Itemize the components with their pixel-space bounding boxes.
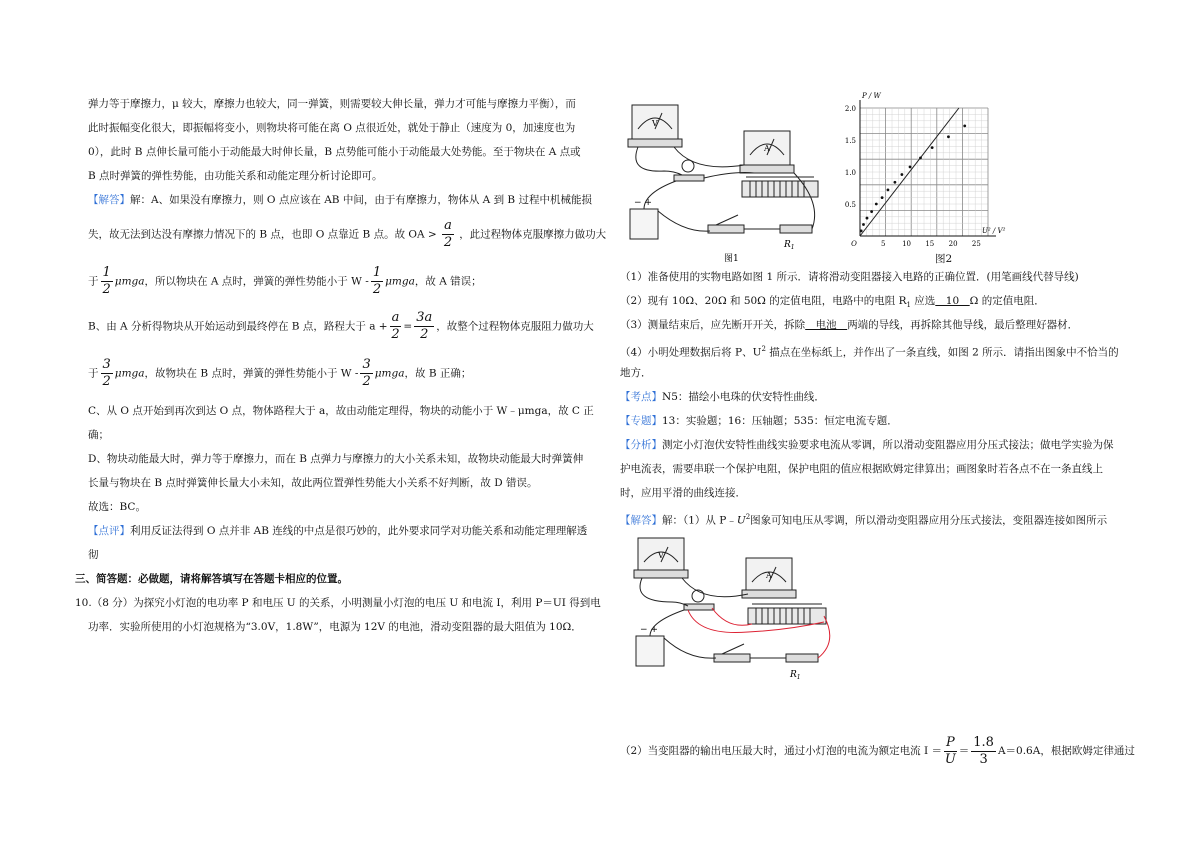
x-tick-label: 15 <box>925 240 935 248</box>
fraction: $\frac{1}{2}$ <box>372 265 382 297</box>
text-line: 弹力等于摩擦力，μ 较大，摩擦力也较大，同一弹簧，则需要较大伸长量，弹力才可能与摩擦力平衡），而 <box>88 98 576 110</box>
x-tick-label: 5 <box>881 240 886 248</box>
answer-blank: 10 <box>935 295 970 307</box>
svg-text:A: A <box>764 144 770 153</box>
fraction: $\frac{P}{U}$ <box>944 734 956 767</box>
answer-circuit-figure <box>628 532 838 682</box>
text-line: 此时振幅变化很大，即振幅将变小，则物块将可能在离 O 点很近处，就处于静止（速度为 0，加速度也为 <box>88 122 576 134</box>
data-point <box>862 223 865 226</box>
data-point <box>875 203 878 206</box>
data-point <box>931 146 934 149</box>
y-tick-label: 0.5 <box>844 201 856 209</box>
svg-text:V: V <box>658 551 664 560</box>
figure-caption: 图1 <box>724 254 739 263</box>
fraction: $\frac{a}{2}$ <box>443 218 453 250</box>
chart-grid <box>860 108 988 236</box>
question-line: （2）现有 10Ω、20Ω 和 50Ω 的定值电阻，电路中的电阻 $R_1$ 应选 10 Ω 的定值电阻． <box>620 295 1045 310</box>
text-line: 确； <box>88 429 109 441</box>
question-line: 功率．实验所使用的小灯泡规格为“3.0V，1.8W”，电源为 12V 的电池，滑动变阻器的最大阻值为 10Ω． <box>88 621 582 633</box>
data-point <box>881 196 884 199</box>
data-point <box>860 229 863 232</box>
data-point <box>909 165 912 168</box>
fraction: $\frac{a}{2}$ <box>391 310 400 342</box>
text-line: 于 $\frac{1}{2}$ μmga，所以物块在 A 点时，弹簧的弹性势能小于 W - $\frac{1}{2}$ μmga，故 A 错误； <box>88 265 482 297</box>
question-line: （1）准备使用的实物电路如图 1 所示．请将滑动变阻器接入电路的正确位置．(用笔画线代替导线) <box>620 271 1079 283</box>
question-line: （3）测量结束后，应先断开开关，拆除 电池 两端的导线，再拆除其他导线，最后整理好器材． <box>620 319 1079 331</box>
fraction: $\frac{1}{2}$ <box>102 265 111 297</box>
data-point <box>894 181 897 184</box>
data-point <box>963 125 966 128</box>
svg-text:− +: − + <box>640 625 658 635</box>
zhuanti-line: 【专题】13：实验题；16：压轴题；535：恒定电流专题． <box>620 415 898 427</box>
data-point <box>866 217 869 220</box>
svg-text:− +: − + <box>634 198 652 208</box>
question-line: （4）小明处理数据后将 P、$U^2$ 描点在坐标纸上，并作出了一条直线，如图 2 所示．请指出图象中不恰当的 <box>620 345 1119 359</box>
question-line: 地方． <box>620 367 652 379</box>
fraction: $\frac{1.8}{3}$ <box>973 734 994 767</box>
text-line: 彻 <box>88 549 99 561</box>
text-line: B、由 A 分析得物块从开始运动到最终停在 B 点，路程大于 a + $\frac{a}{2}$ = $\frac{3a}{2}$ ，故整个过程物体克服阻力做功大 <box>88 310 594 342</box>
svg-text:A: A <box>766 571 772 580</box>
resistor-label: $R_1$ <box>784 240 795 251</box>
text-line: 长量与物块在 B 点时弹簧伸长量大小未知，故此两位置弹性势能大小关系不好判断，故 D 错误。 <box>88 477 538 489</box>
text-line: 时，应用平滑的曲线连接． <box>620 487 746 499</box>
resistor-label: $R_1$ <box>790 670 801 681</box>
x-tick-label: 20 <box>948 240 958 248</box>
svg-text:V: V <box>652 119 658 128</box>
data-point <box>870 210 873 213</box>
text-line: D、物块动能最大时，弹力等于摩擦力，而在 B 点弹力与摩擦力的大小关系未知，故物块动能最大时弹簧伸 <box>88 453 584 465</box>
text-line: C、从 O 点开始到再次到达 O 点，物体路程大于 a，故由动能定理得，物块的动能小于 W﹣μmga，故 C 正 <box>88 405 594 417</box>
comment-tag: 【点评】 <box>88 525 130 537</box>
text-line: 0），此时 B 点伸长量可能小于动能最大时伸长量，B 点势能可能小于动能最大处势能。至于物块在 A 点或 <box>88 146 581 158</box>
x-axis-label: U² / V² <box>982 227 1006 235</box>
fraction: $\frac{3}{2}$ <box>362 357 371 389</box>
answer-blank: 电池 <box>805 319 848 331</box>
data-point <box>919 157 922 160</box>
data-point <box>887 189 890 192</box>
y-tick-label: 1.0 <box>844 169 856 177</box>
data-point <box>947 135 950 138</box>
fraction: $\frac{3a}{2}$ <box>416 310 433 342</box>
answer-line: （2）当变阻器的输出电压最大时，通过小灯泡的电流为额定电流 I ＝ $\frac{P}{U}$ ＝ $\frac{1.8}{3}$ A＝0.6A，根据欧姆定律通过 <box>620 734 1135 767</box>
answer-line: 【解答】解：（1）从 $P﹣U^2$图象可知电压从零调，所以滑动变阻器应用分压式接法，变阻器连接如图所示 <box>620 513 1108 527</box>
comment-line: 【点评】利用反证法得到 O 点并非 AB 连线的中点是很巧妙的，此外要求同学对功能关系和动能定理理解透 <box>88 525 588 537</box>
y-axis-label: P / W <box>862 92 881 100</box>
section-heading: 三、简答题：必做题，请将解答填写在答题卡相应的位置。 <box>75 573 348 585</box>
text-line: 于 $\frac{3}{2}$ μmga，故物块在 B 点时，弹簧的弹性势能小于 W - $\frac{3}{2}$ μmga，故 B 正确； <box>88 357 472 389</box>
circuit-figure-1 <box>624 93 824 263</box>
kaodian-line: 【考点】N5：描绘小电珠的伏安特性曲线． <box>620 391 825 403</box>
text-line: 失，故无法到达没有摩擦力情况下的 B 点，也即 O 点靠近 B 点。故 OA > $\frac{a}{2}$ ，此过程物体克服摩擦力做功大 <box>88 218 607 250</box>
text-line: 故选：BC。 <box>88 501 146 513</box>
x-tick-label: 25 <box>971 240 981 248</box>
x-tick-label: O <box>851 240 857 248</box>
analysis-line: 【分析】测定小灯泡伏安特性曲线实验要求电流从零调，所以滑动变阻器应用分压式接法；做电学实验为保 <box>620 439 1114 451</box>
figure-caption: 图2 <box>935 253 953 265</box>
question-line: 10.（8 分）为探究小灯泡的电功率 P 和电压 U 的关系，小明测量小灯泡的电压 U 和电流 I，利用 P＝UI 得到电 <box>75 597 601 609</box>
text-line: B 点时弹簧的弹性势能，由功能关系和动能定理分析讨论即可。 <box>88 170 383 182</box>
answer-tag: 【解答】 <box>88 194 130 206</box>
y-tick-label: 2.0 <box>844 105 856 113</box>
answer-line: 【解答】解：A、如果没有摩擦力，则 O 点应该在 AB 中间，由于有摩擦力，物体从 A 到 B 过程中机械能损 <box>88 194 592 206</box>
data-point <box>900 173 903 176</box>
chart-axes <box>860 100 996 236</box>
y-tick-label: 1.5 <box>844 137 856 145</box>
pu2-chart <box>830 90 1020 268</box>
text-line: 护电流表，需要串联一个保护电阻，保护电阻的值应根据欧姆定律算出；画图象时若各点不在一条直线上 <box>620 463 1103 475</box>
x-tick-label: 10 <box>902 240 912 248</box>
fraction: $\frac{3}{2}$ <box>102 357 111 389</box>
